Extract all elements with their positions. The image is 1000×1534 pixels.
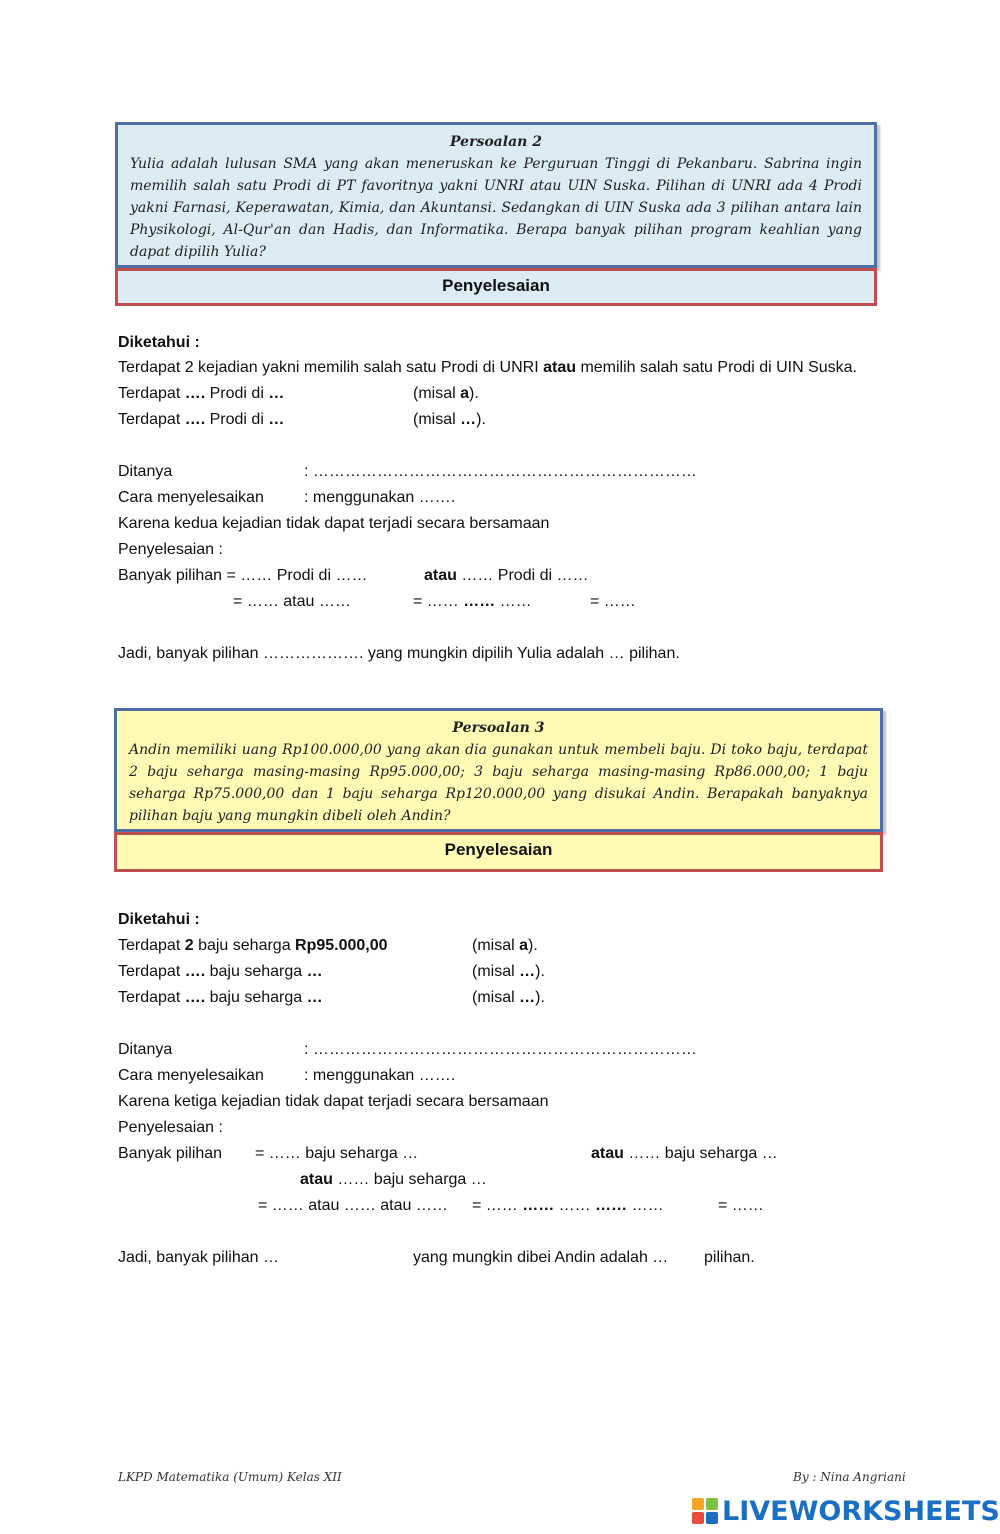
liveworksheets-logo[interactable]: [692, 1496, 1000, 1526]
problem-3-text: Andin memiliki uang Rp100.000,00 yang akan dia gunakan untuk membeli baju. Di toko baju, terdapat 2 baju seharga masing-masing Rp95.000,00; 3 baju seharga masing-masing Rp86.000,00; 1 baju seharga Rp75.000,00 dan 1 baju seharga Rp120.000,00 yang disukai Andin. Berapakah banyaknya pilihan baju yang mungkin dibeli oleh Andin?: [129, 742, 868, 824]
banyak-pilihan-3-atau: atau …… baju seharga …: [591, 1145, 778, 1162]
conclusion-3b: yang mungkin dibei Andin adalah …: [413, 1249, 669, 1266]
karena-3: Karena ketiga kejadian tidak dapat terjadi secara bersamaan: [118, 1093, 549, 1110]
problem-2-title: Persoalan 2: [450, 134, 542, 150]
liveworksheets-logo-icon: [692, 1498, 718, 1524]
conclusion-3c: pilihan.: [704, 1249, 755, 1266]
problem-3-title: Persoalan 3: [452, 720, 545, 736]
known3-line-2: Terdapat …. baju seharga …: [118, 963, 323, 980]
banyak-pilihan-3-label: Banyak pilihan: [118, 1145, 223, 1162]
cara-value-2: : menggunakan …….: [304, 489, 456, 506]
logo-square-2: [706, 1498, 718, 1510]
result-row-2b: = …… …… ……: [413, 593, 532, 610]
footer-right: By : Nina Angriani: [793, 1470, 906, 1484]
karena-2: Karena kedua kejadian tidak dapat terjadi secara bersamaan: [118, 515, 550, 532]
known-line-3-misal: (misal …).: [413, 411, 486, 428]
solution-header-2: Penyelesaian: [115, 268, 877, 306]
problem-2-text: Yulia adalah lulusan SMA yang akan meneruskan ke Perguruan Tinggi di Pekanbaru. Sabrina ingin memilih salah satu Prodi di PT favoritnya yakni UNRI atau UIN Suska. Pilihan di UNRI ada 4 Prodi yakni Farnasi, Keperawatan, Kimia, dan Akuntansi. Sedangkan di UIN Suska ada 3 pilihan antara lain Physikologi, Al-Qur'an dan Hadis, dan Informatika. Berapa banyak pilihan program keahlian yang dapat dipilih Yulia?: [130, 156, 862, 260]
known3-line-1-misal: (misal a).: [472, 937, 538, 954]
result3-row-c: = ……: [718, 1197, 764, 1214]
logo-square-3: [692, 1512, 704, 1524]
known-line-2: Terdapat …. Prodi di …: [118, 385, 285, 402]
known3-line-3: Terdapat …. baju seharga …: [118, 989, 323, 1006]
diketahui-label-3: Diketahui :: [118, 911, 200, 928]
banyak-pilihan-2-atau: atau …… Prodi di ……: [424, 567, 589, 584]
ditanya-label-3: Ditanya: [118, 1041, 173, 1058]
result-row-2a: = …… atau ……: [233, 593, 351, 610]
conclusion-2: Jadi, banyak pilihan ………………. yang mungkin dipilih Yulia adalah … pilihan.: [118, 645, 680, 662]
problem-3-box: [114, 708, 883, 832]
logo-square-1: [692, 1498, 704, 1510]
logo-square-4: [706, 1512, 718, 1524]
problem-2-box: [115, 122, 877, 268]
liveworksheets-logo-text: LIVEWORKSHEETS: [722, 1495, 1000, 1527]
diketahui-label-2: Diketahui :: [118, 334, 200, 351]
known-line-2-misal: (misal a).: [413, 385, 479, 402]
known3-line-3-misal: (misal …).: [472, 989, 545, 1006]
known-line-3: Terdapat …. Prodi di …: [118, 411, 285, 428]
result3-row-b: = …… …… …… …… ……: [472, 1197, 664, 1214]
ditanya-value-2: : ………………………………………………………………: [304, 463, 697, 480]
cara-label-3: Cara menyelesaikan: [118, 1067, 264, 1084]
footer-left: LKPD Matematika (Umum) Kelas XII: [118, 1470, 342, 1484]
banyak-pilihan-3: = …… baju seharga …: [255, 1145, 419, 1162]
result3-row-a: = …… atau …… atau ……: [258, 1197, 448, 1214]
ditanya-label-2: Ditanya: [118, 463, 173, 480]
cara-value-3: : menggunakan …….: [304, 1067, 456, 1084]
penyelesaian-label-2: Penyelesaian :: [118, 541, 223, 558]
solution-header-3: Penyelesaian: [114, 832, 883, 872]
known-line-1: Terdapat 2 kejadian yakni memilih salah satu Prodi di UNRI atau memilih salah satu Prodi di UIN Suska.: [118, 359, 857, 376]
banyak-pilihan-2: Banyak pilihan = …… Prodi di ……: [118, 567, 368, 584]
result-row-2c: = ……: [590, 593, 636, 610]
penyelesaian-label-3: Penyelesaian :: [118, 1119, 223, 1136]
cara-label-2: Cara menyelesaikan: [118, 489, 264, 506]
ditanya-value-3: : ………………………………………………………………: [304, 1041, 697, 1058]
known3-line-2-misal: (misal …).: [472, 963, 545, 980]
banyak-pilihan-3-row2: atau …… baju seharga …: [300, 1171, 487, 1188]
known3-line-1: Terdapat 2 baju seharga Rp95.000,00: [118, 937, 388, 954]
conclusion-3a: Jadi, banyak pilihan …: [118, 1249, 279, 1266]
